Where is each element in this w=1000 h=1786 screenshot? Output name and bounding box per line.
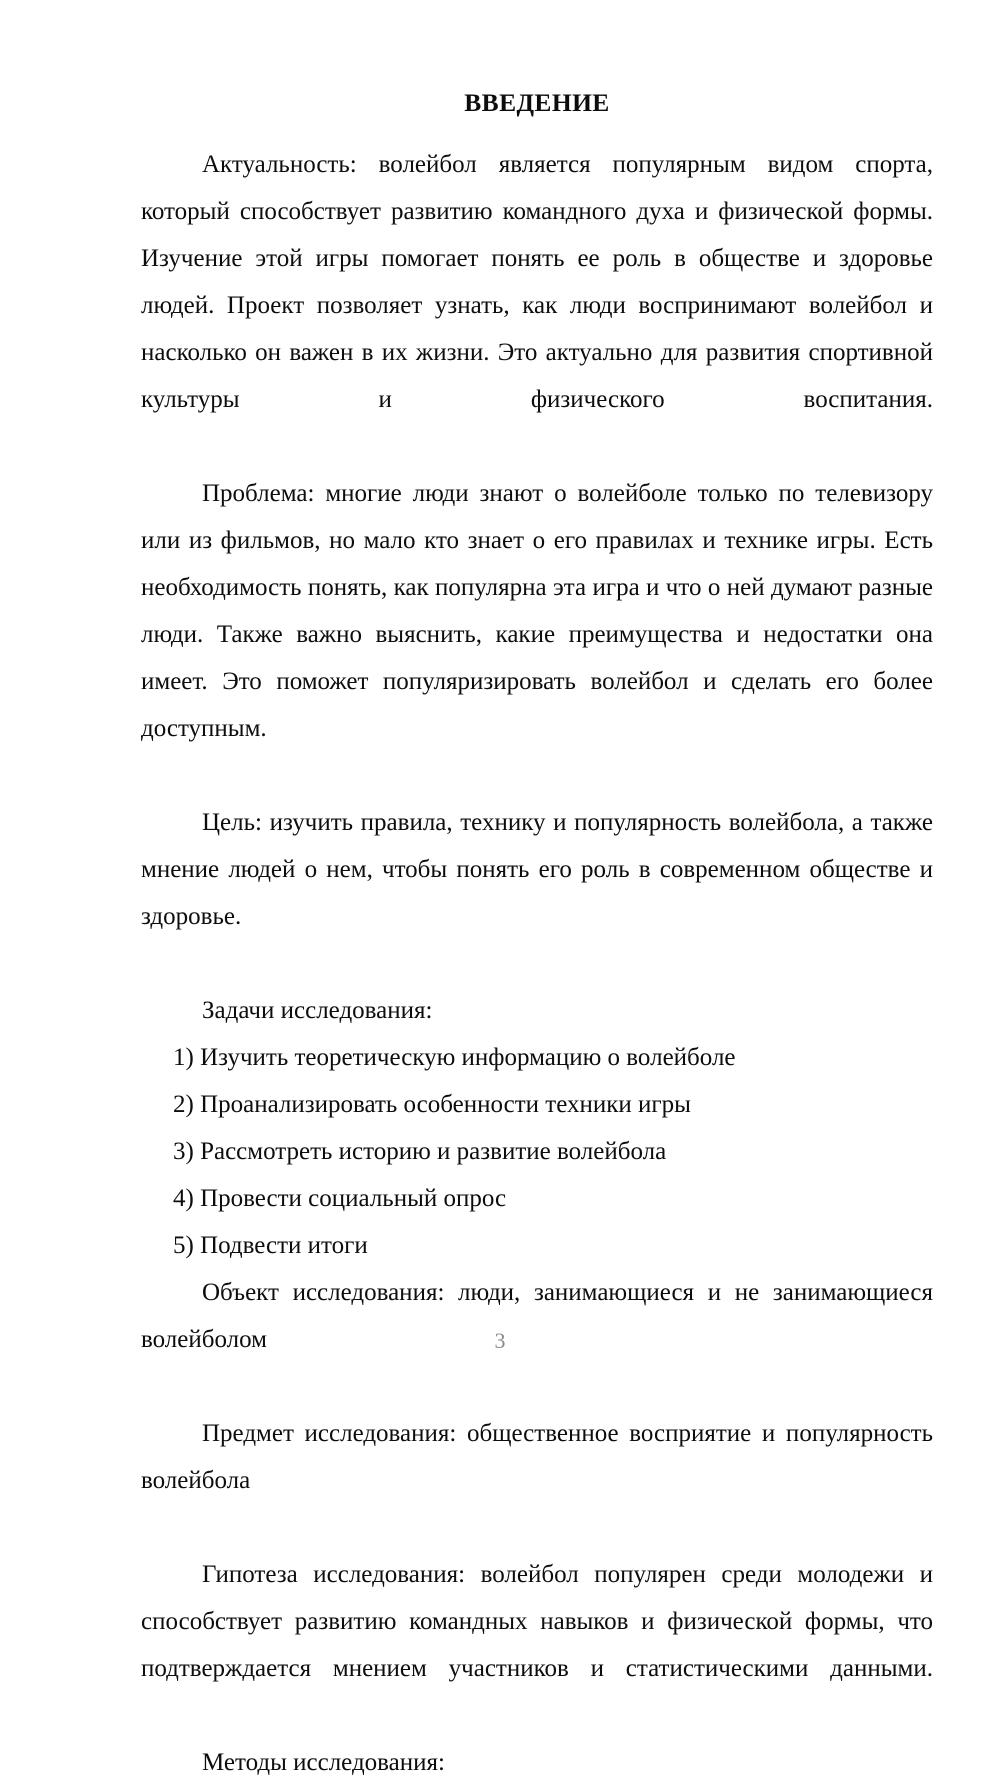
list-item bbox=[141, 1222, 933, 1269]
tasks-list bbox=[141, 1034, 933, 1269]
list-item bbox=[141, 1034, 933, 1081]
list-item bbox=[141, 1175, 933, 1222]
list-item-marker: 4) bbox=[173, 1184, 201, 1212]
list-item bbox=[141, 1081, 933, 1128]
list-item-marker: 1) bbox=[173, 1043, 201, 1071]
list-item bbox=[141, 1128, 933, 1175]
paragraph-goal: Цель: изучить правила, технику и популярность волейбола, а также мнение людей о нем, чтобы понять его роль в современном обществе и здоровье. bbox=[141, 808, 933, 930]
paragraph-problem: Проблема: многие люди знают о волейболе только по телевизору или из фильмов, но мало кто знает о его правилах и технике игры. Есть необходимость понять, как популярна эта игра и что о ней думают разные люди. Также важно выяснить, какие преимущества и недостатки она имеет. Это поможет популяризировать волейбол и сделать его более доступным. bbox=[141, 479, 933, 742]
list-item-marker: 2) bbox=[173, 1090, 201, 1118]
list-item-label: Провести социальный опрос bbox=[200, 1184, 507, 1212]
paragraph-subject: Предмет исследования: общественное восприятие и популярность волейбола bbox=[141, 1419, 933, 1494]
list-item-marker: 3) bbox=[173, 1137, 201, 1165]
page-title: ВВЕДЕНИЕ bbox=[464, 88, 610, 117]
list-item-marker: 5) bbox=[173, 1231, 201, 1259]
page-number: 3 bbox=[494, 1328, 506, 1353]
paragraph-relevance: Актуальность: волейбол является популярным видом спорта, который способствует развитию командного духа и физической формы. Изучение этой игры помогает понять ее роль в обществе и здоровье людей. Проект позволяет узнать, как люди воспринимают волейбол и насколько он важен в их жизни. Это актуально для развития спортивной культуры и физического воспитания. bbox=[141, 150, 933, 413]
paragraph-hypothesis: Гипотеза исследования: волейбол популярен среди молодежи и способствует развитию командных навыков и физической формы, что подтверждается мнением участников и статистическими данными. bbox=[141, 1560, 933, 1682]
list-item-label: Изучить теоретическую информацию о волейболе bbox=[200, 1043, 736, 1071]
methods-heading: Методы исследования: bbox=[202, 1748, 445, 1776]
paragraph-object: Объект исследования: люди, занимающиеся и не занимающиеся волейболом bbox=[141, 1278, 933, 1353]
list-item-label: Рассмотреть историю и развитие волейбола bbox=[200, 1137, 667, 1165]
list-item-label: Подвести итоги bbox=[200, 1231, 368, 1259]
page-content bbox=[141, 88, 933, 1786]
list-item-label: Проанализировать особенности техники игры bbox=[200, 1090, 691, 1118]
tasks-heading: Задачи исследования: bbox=[202, 996, 433, 1024]
